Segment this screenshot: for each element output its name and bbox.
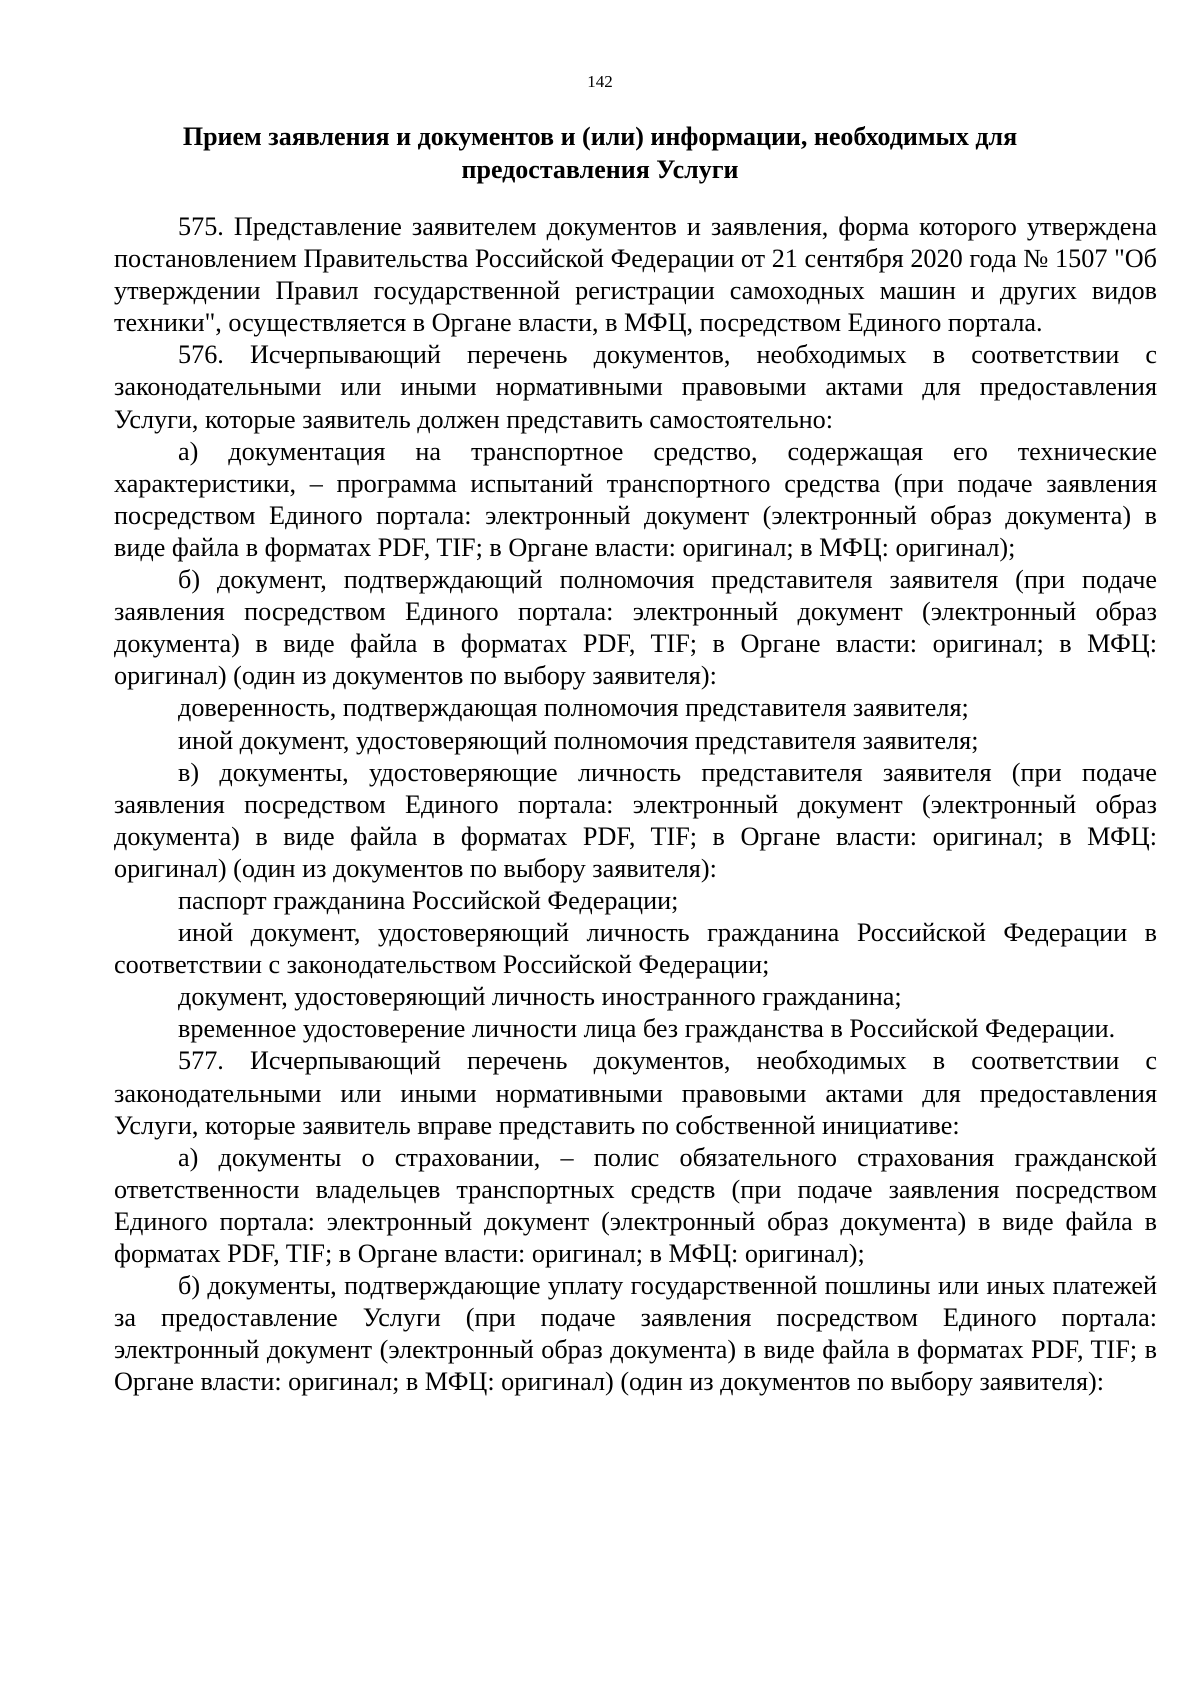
list-item-other-authority-document: иной документ, удостоверяющий полномочия представителя заявителя;	[178, 725, 979, 755]
paragraph-575: 575. Представление заявителем документов и заявления, форма которого утверждена постановлением Правительства Российской Федерации от 21 сентября 2020 года № 1507 "Об утверждении Правил государственной регистрации самоходных машин и других видов техники", осуществляется в Органе власти, в МФЦ, посредством Единого портала.	[114, 212, 1157, 338]
list-item-stateless-certificate: временное удостоверение личности лица без гражданства в Российской Федерации.	[178, 1014, 1116, 1044]
section-heading-line-1: Прием заявления и документов и (или) информации, необходимых для	[182, 122, 1018, 151]
list-item-passport: паспорт гражданина Российской Федерации;	[178, 885, 679, 915]
paragraph-576-v: в) документы, удостоверяющие личность представителя заявителя (при подаче заявления посредством Единого портала: электронный документ (электронный образ документа) в виде файла в форматах PDF, TIF; в Органе власти: оригинал; в МФЦ: оригинал) (один из документов по выбору заявителя):	[114, 757, 1157, 883]
section-heading-line-2: предоставления Услуги	[461, 155, 739, 184]
paragraph-577-b: б) документы, подтверждающие уплату государственной пошлины или иных платежей за предоставление Услуги (при подаче заявления посредством Единого портала: электронный документ (электронный образ документа) в виде файла в форматах PDF, TIF; в Органе власти: оригинал; в МФЦ: оригинал) (один из документов по выбору заявителя):	[114, 1271, 1157, 1397]
paragraph-576-a: а) документация на транспортное средство, содержащая его технические характеристики, – программа испытаний транспортного средства (при подаче заявления посредством Единого портала: электронный документ (электронный образ документа) в виде файла в форматах PDF, TIF; в Органе власти: оригинал; в МФЦ: оригинал);	[114, 436, 1157, 562]
paragraph-577-a: а) документы о страховании, – полис обязательного страхования гражданской ответственности владельцев транспортных средств (при подаче заявления посредством Единого портала: электронный документ (электронный образ документа) в виде файла в форматах PDF, TIF; в Органе власти: оригинал; в МФЦ: оригинал);	[114, 1142, 1157, 1268]
paragraph-576-b: б) документ, подтверждающий полномочия представителя заявителя (при подаче заявления посредством Единого портала: электронный документ (электронный образ документа) в виде файла в форматах PDF, TIF; в Органе власти: оригинал; в МФЦ: оригинал) (один из документов по выбору заявителя):	[114, 565, 1157, 691]
list-item-power-of-attorney: доверенность, подтверждающая полномочия представителя заявителя;	[178, 693, 969, 723]
section-heading	[140, 120, 1060, 186]
list-item-foreign-citizen-document: документ, удостоверяющий личность иностранного гражданина;	[178, 982, 902, 1012]
document-body	[114, 211, 1157, 1398]
paragraph-576: 576. Исчерпывающий перечень документов, необходимых в соответствии с законодательными или иными нормативными правовыми актами для предоставления Услуги, которые заявитель должен представить самостоятельно:	[114, 340, 1157, 434]
list-item-other-identity-document: иной документ, удостоверяющий личность гражданина Российской Федерации в соответствии с законодательством Российской Федерации;	[114, 918, 1157, 980]
page-number: 142	[587, 72, 613, 91]
paragraph-577: 577. Исчерпывающий перечень документов, необходимых в соответствии с законодательными или иными нормативными правовыми актами для предоставления Услуги, которые заявитель вправе представить по собственной инициативе:	[114, 1046, 1157, 1140]
